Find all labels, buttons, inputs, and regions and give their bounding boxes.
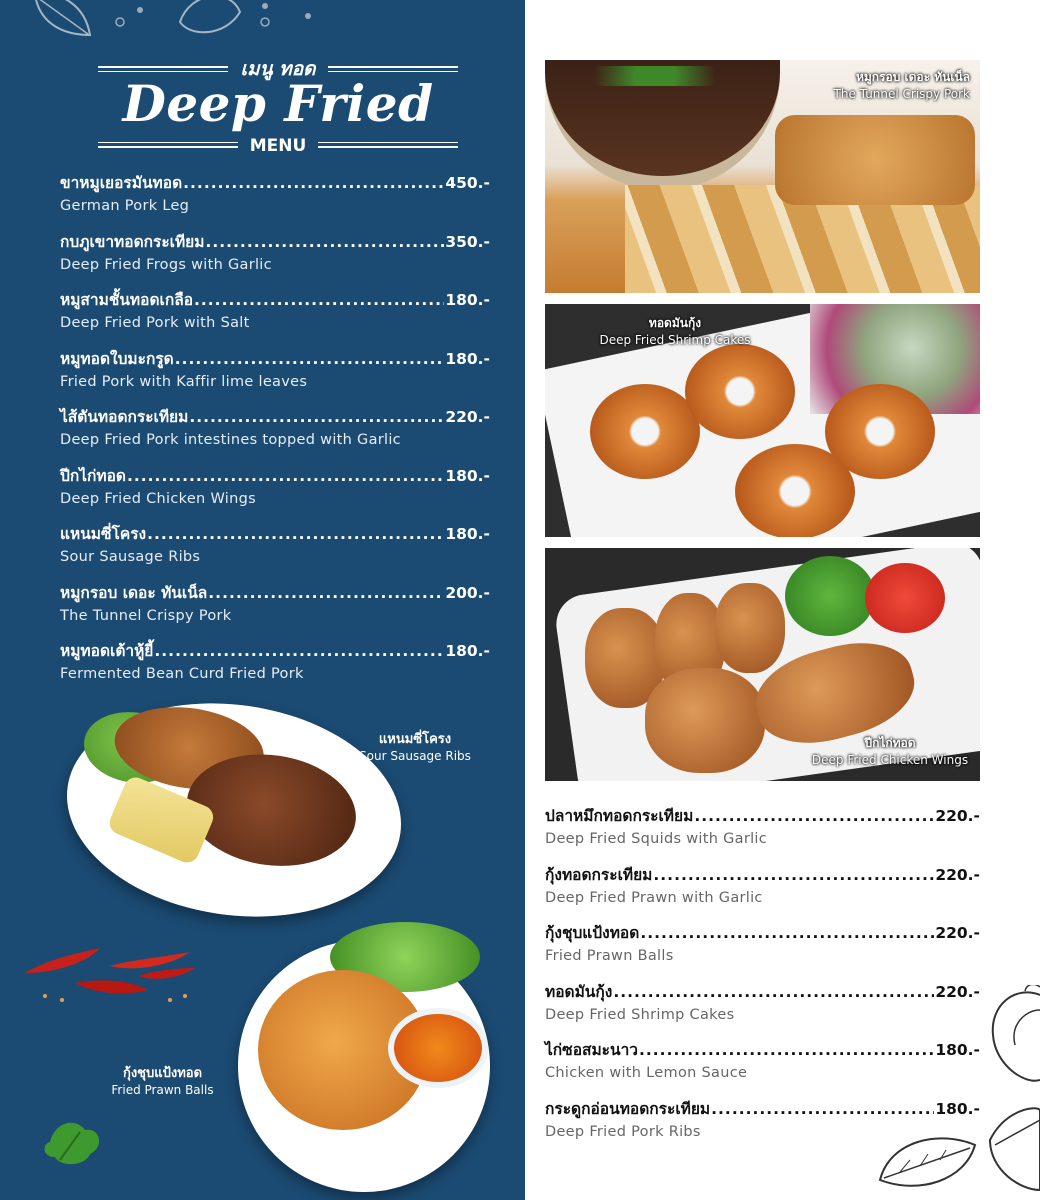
chili-pepper-icon [20, 938, 200, 1008]
item-english-name: Deep Fried Chicken Wings [60, 490, 256, 507]
fried-prawn-plate-image [238, 940, 490, 1192]
item-thai-name: ทอดมันกุ้ง [545, 982, 613, 1001]
item-english-name: Fried Pork with Kaffir lime leaves [60, 373, 308, 390]
item-price: 220.- [935, 807, 980, 825]
item-thai-name: กุ้งทอดกระเทียม [545, 865, 653, 884]
menu-item [545, 920, 980, 979]
menu-item [60, 463, 490, 522]
item-thai-name: ปีกไก่ทอด [60, 466, 126, 485]
leader-dots [208, 584, 444, 602]
item-thai-name: แหนมซี่โครง [60, 525, 147, 543]
menu-item [60, 170, 490, 229]
menu-item [60, 580, 490, 639]
item-price: 450.- [445, 174, 490, 192]
item-price: 220.- [445, 408, 490, 426]
leader-dots [175, 350, 445, 368]
item-price: 180.- [445, 466, 490, 485]
basil-leaves-doodle-icon [870, 1100, 1040, 1200]
item-price: 180.- [445, 525, 490, 543]
parsley-icon [40, 1112, 106, 1168]
item-english-name: Sour Sausage Ribs [60, 549, 201, 565]
item-thai-name: กระดูกอ่อนทอดกระเทียม [545, 1099, 711, 1118]
menu-item [545, 979, 980, 1038]
sausage-ribs-caption: แหนมซี่โครง Sour Sausage Ribs [359, 732, 471, 763]
leader-dots [147, 525, 444, 543]
thai-section-title: เมนู ทอด [240, 58, 316, 80]
chicken-wings-photo [545, 548, 980, 781]
item-thai-name: กบภูเขาทอดกระเทียม [60, 232, 205, 251]
crispy-pork-photo [545, 60, 980, 293]
item-price: 180.- [445, 291, 490, 309]
item-english-name: Deep Fried Shrimp Cakes [545, 1006, 735, 1023]
item-price: 180.- [935, 1041, 980, 1059]
item-english-name: Deep Fried Pork Ribs [545, 1123, 701, 1140]
page-title: Deep Fried [122, 74, 434, 133]
item-price: 200.- [445, 583, 490, 602]
menu-item [60, 638, 490, 697]
leader-dots [183, 174, 444, 192]
item-price: 350.- [445, 232, 490, 251]
leader-dots [653, 866, 934, 884]
garlic-doodle-icon [985, 985, 1040, 1105]
menu-item [60, 229, 490, 288]
menu-item [545, 1037, 980, 1096]
shrimp-cakes-photo [545, 304, 980, 537]
menu-item [545, 803, 980, 862]
item-english-name: German Pork Leg [60, 198, 190, 214]
dots-decoration [110, 0, 320, 40]
leaf-doodle-icon [30, 0, 100, 48]
item-price: 180.- [935, 1099, 980, 1118]
leader-dots [640, 924, 934, 942]
item-thai-name: ไก่ซอสมะนาว [545, 1041, 639, 1059]
sausage-ribs-plate-image [53, 683, 415, 938]
item-english-name: Fried Prawn Balls [545, 948, 674, 964]
item-thai-name: ไส้ตันทอดกระเทียม [60, 408, 189, 426]
menu-item [545, 862, 980, 921]
item-thai-name: ปลาหมึกทอดกระเทียม [545, 807, 694, 825]
leader-dots [639, 1041, 934, 1059]
item-english-name: Deep Fried Pork intestines topped with Garlic [60, 432, 401, 448]
item-thai-name: หมูกรอบ เดอะ ทันเน็ล [60, 583, 208, 602]
crispy-pork-caption: หมูกรอบ เดอะ ทันเน็ล The Tunnel Crispy Pork [833, 70, 970, 101]
fried-prawn-caption: กุ้งชุบแป้งทอด Fried Prawn Balls [111, 1066, 214, 1097]
item-english-name: Deep Fried Pork with Salt [60, 315, 250, 331]
chicken-wings-caption: ปีกไก่ทอด Deep Fried Chicken Wings [811, 736, 969, 767]
leader-dots [194, 291, 444, 309]
leader-dots [694, 807, 934, 825]
item-thai-name: หมูทอดใบมะกรูด [60, 349, 174, 368]
item-english-name: Deep Fried Squids with Garlic [545, 831, 768, 847]
item-english-name: Fermented Bean Curd Fried Pork [60, 666, 304, 682]
item-price: 180.- [445, 642, 490, 660]
item-thai-name: หมูสามชั้นทอดเกลือ [60, 291, 194, 309]
item-thai-name: กุ้งชุบแป้งทอด [545, 924, 640, 942]
item-price: 220.- [935, 924, 980, 942]
item-english-name: Deep Fried Prawn with Garlic [545, 889, 763, 906]
leader-dots [613, 983, 934, 1001]
menu-item [60, 287, 490, 346]
menu-header [96, 52, 460, 162]
shrimp-cakes-caption: ทอดมันกุ้ง Deep Fried Shrimp Cakes [599, 316, 751, 347]
leader-dots [127, 467, 444, 485]
page-subtitle: MENU [249, 136, 307, 156]
leader-dots [205, 233, 444, 251]
item-thai-name: หมูทอดเต้าหู้ยี้ [60, 642, 154, 660]
item-price: 180.- [445, 349, 490, 368]
item-english-name: The Tunnel Crispy Pork [60, 607, 232, 624]
left-menu-list [60, 170, 490, 697]
item-english-name: Deep Fried Frogs with Garlic [60, 256, 272, 273]
item-price: 220.- [935, 865, 980, 884]
menu-item [60, 346, 490, 405]
leader-dots [189, 408, 444, 426]
menu-item [60, 404, 490, 463]
item-thai-name: ขาหมูเยอรมันทอด [60, 174, 183, 192]
leader-dots [154, 642, 444, 660]
item-english-name: Chicken with Lemon Sauce [545, 1065, 748, 1081]
menu-item [60, 521, 490, 580]
item-price: 220.- [935, 982, 980, 1001]
